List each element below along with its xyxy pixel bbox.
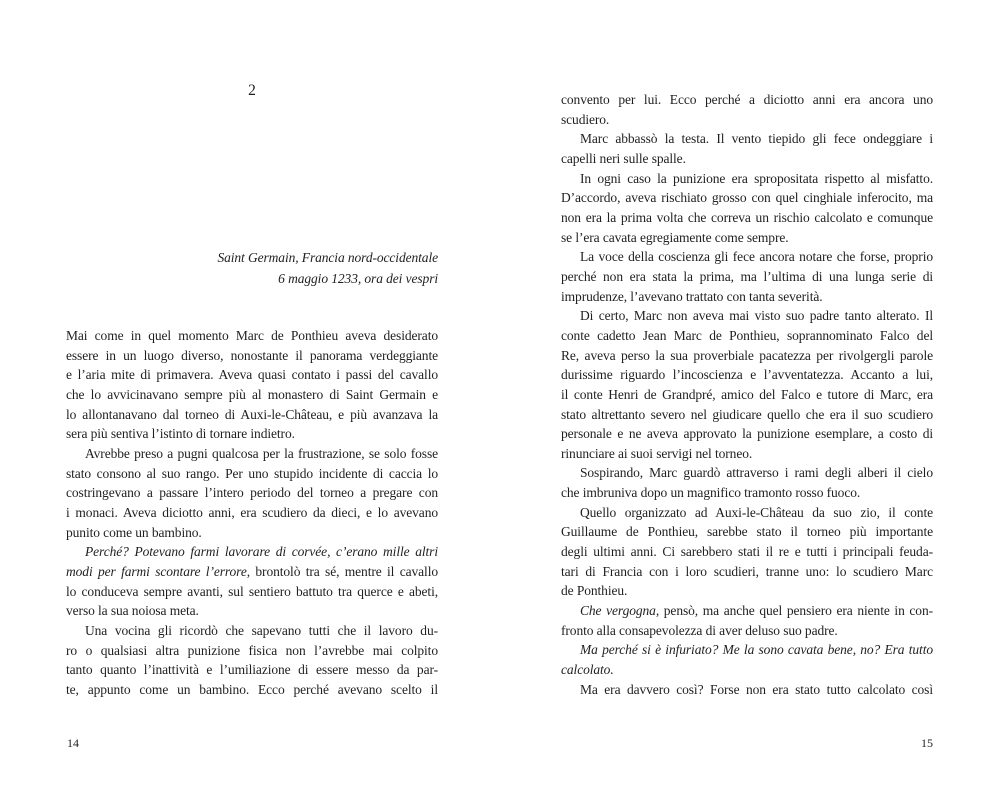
text-line <box>561 640 933 660</box>
body-text: il conte Henri de Grandpré, amico del Falco e tutore di Marc, era <box>561 386 933 402</box>
text-line <box>66 542 438 562</box>
body-text: scudiero. <box>561 111 610 127</box>
italic-text: Ma perché si è infuriato? Me la sono cavata bene, no? Era tutto <box>580 642 933 658</box>
text-line <box>561 188 933 208</box>
body-text: personale e ne aveva approvato la punizione esemplare, a costo di <box>561 426 933 442</box>
text-line <box>561 365 933 385</box>
body-text: sera più sentiva l’istinto di tornare indietro. <box>66 426 295 442</box>
text-line <box>561 169 933 189</box>
body-text: , pensò, ma anche quel pensiero era niente in con- <box>655 603 933 619</box>
text-line <box>561 581 933 601</box>
text-line <box>561 208 933 228</box>
text-line <box>561 129 933 149</box>
body-text: capelli neri sulle spalle. <box>561 150 686 166</box>
body-text: D’accordo, aveva rischiato grosso con quel cinghiale inferocito, ma <box>561 190 933 206</box>
body-text: Sospirando, Marc guardò attraverso i rami degli alberi il cielo <box>580 465 933 481</box>
text-line <box>561 542 933 562</box>
body-text: durissime riguardo l’incoscienza e l’avventatezza. Accanto a lui, <box>561 367 933 383</box>
page-right <box>561 0 933 808</box>
body-text: lo conduceva sempre avanti, sul sentiero battuto tra querce e abeti, <box>66 583 438 599</box>
text-line <box>561 287 933 307</box>
body-text: punito come un bambino. <box>66 524 202 540</box>
text-line <box>561 621 933 641</box>
body-text: degli ultimi anni. Ci sarebbero stati il re e tutti i principali feuda- <box>561 544 933 560</box>
text-line <box>66 582 438 602</box>
body-text: rinunciare ai suoi servigi nel torneo. <box>561 445 753 461</box>
chapter-number: 2 <box>248 82 256 99</box>
body-text: Ma era davvero così? Forse non era stato tutto calcolato così <box>580 681 933 697</box>
body-text: tanto quanto l’inattività e l’umiliazione di essere messo da par- <box>66 662 438 678</box>
page-number-right: 15 <box>921 736 933 750</box>
text-line <box>66 385 438 405</box>
text-line <box>66 464 438 484</box>
body-text: lo allontanavano dal torneo di Auxi-le-Château, e più avanzava la <box>66 406 438 422</box>
body-text: Mai come in quel momento Marc de Ponthieu aveva desiderato <box>66 328 438 343</box>
body-text: stato altrettanto severo nel giudicare quello che era il suo scudiero <box>561 406 933 422</box>
body-text: essere in un luogo diverso, nonostante il panorama verdeggiante <box>66 347 438 363</box>
body-text: In ogni caso la punizione era spropositata rispetto al misfatto. <box>580 170 933 186</box>
body-text: stato consono al suo rango. Per uno stupido incidente di caccia lo <box>66 465 438 481</box>
text-line <box>66 346 438 366</box>
body-text: non era la prima volta che correva un rischio calcolato e comunque <box>561 209 933 225</box>
body-text: se l’era cavata egregiamente come sempre. <box>561 229 789 245</box>
text-line <box>561 444 933 464</box>
italic-text: modi per farmi scontare l’errore <box>66 563 247 579</box>
text-line <box>561 483 933 503</box>
body-text: Una vocina gli ricordò che sapevano tutti che il lavoro du- <box>85 622 438 638</box>
body-text: Di certo, Marc non aveva mai visto suo padre tanto alterato. Il <box>580 308 933 324</box>
body-text: e l’aria mite di primavera. Aveva quasi contato i passi del cavallo <box>66 367 438 383</box>
body-text: te, appunto come un bambino. Ecco perché avevano scelto il <box>66 681 438 697</box>
text-line <box>66 660 438 680</box>
body-text: tari di Francia con i loro scudieri, tranne uno: lo scudiero Marc <box>561 563 933 579</box>
body-text: Guillaume de Ponthieu, sarebbe stato il torneo più importante <box>561 524 933 540</box>
text-line <box>561 601 933 621</box>
body-text: convento per lui. Ecco perché a diciotto anni era ancora uno <box>561 92 933 107</box>
text-line <box>66 562 438 582</box>
text-line <box>66 680 438 700</box>
text-line <box>561 660 933 680</box>
text-line <box>561 346 933 366</box>
text-line <box>561 306 933 326</box>
body-text: Re, aveva perso la sua proverbiale pacatezza per rivolgergli parole <box>561 347 933 363</box>
body-text: , brontolò tra sé, mentre il cavallo <box>246 563 439 579</box>
text-line <box>561 463 933 483</box>
body-text: imprudenze, l’avevano trattato con tanta severità. <box>561 288 823 304</box>
body-text: che lo avvicinavano sempre più al monastero di Saint Germain e <box>66 386 438 402</box>
text-line <box>561 405 933 425</box>
italic-text: calcolato. <box>561 662 614 678</box>
body-text: che imbruniva dopo un magnifico tramonto rosso fuoco. <box>561 485 861 501</box>
text-line <box>66 405 438 425</box>
text-line <box>66 621 438 641</box>
page-number-left: 14 <box>67 736 79 750</box>
text-line <box>66 523 438 543</box>
text-line <box>561 680 933 700</box>
text-line <box>66 365 438 385</box>
text-line <box>561 90 933 110</box>
dateline-location: Saint Germain, Francia nord-occidentale <box>217 250 438 265</box>
italic-text: Perché? Potevano farmi lavorare di corvée, c’erano mille altri <box>85 544 438 560</box>
text-line <box>66 601 438 621</box>
text-line <box>561 247 933 267</box>
text-line <box>561 424 933 444</box>
text-line <box>561 228 933 248</box>
body-text: i monaci. Aveva diciotto anni, era scudiero da dieci, e lo avevano <box>66 504 438 520</box>
body-text: La voce della coscienza gli fece ancora notare che forse, proprio <box>580 249 933 265</box>
body-text: perché non era stata la prima, ma l’ultima di una lunga serie di <box>561 268 933 284</box>
text-line <box>561 385 933 405</box>
text-line <box>561 326 933 346</box>
text-line <box>561 110 933 130</box>
text-line <box>66 424 438 444</box>
dateline-date: 6 maggio 1233, ora dei vespri <box>278 271 438 286</box>
body-text: verso la sua noiosa meta. <box>66 603 199 619</box>
body-text: fronto alla consapevolezza di aver deluso suo padre. <box>561 622 838 638</box>
page-left <box>66 0 438 808</box>
page-body-text-left <box>66 326 438 699</box>
body-text: Marc abbassò la testa. Il vento tiepido gli fece ondeggiare i <box>580 131 933 147</box>
body-text: Quello organizzato ad Auxi-le-Château da suo zio, il conte <box>580 504 933 520</box>
italic-text: Che vergogna <box>580 603 656 619</box>
page-body-text-right <box>561 90 933 699</box>
text-line <box>561 267 933 287</box>
body-text: costringevano a passare l’intero periodo del torneo a pregare con <box>66 485 438 501</box>
text-line <box>66 444 438 464</box>
text-line <box>66 503 438 523</box>
body-text: de Ponthieu. <box>561 583 628 599</box>
dateline <box>66 247 438 289</box>
text-line <box>561 503 933 523</box>
text-line <box>66 641 438 661</box>
text-line <box>561 522 933 542</box>
text-line <box>66 326 438 346</box>
body-text: conte cadetto Jean Marc de Ponthieu, soprannominato Falco del <box>561 327 933 343</box>
body-text: Avrebbe preso a pugni qualcosa per la frustrazione, se solo fosse <box>85 445 438 461</box>
text-line <box>561 562 933 582</box>
text-line <box>66 483 438 503</box>
text-line <box>561 149 933 169</box>
body-text: ro o qualsiasi altra punizione fisica non l’avrebbe mai colpito <box>66 642 438 658</box>
